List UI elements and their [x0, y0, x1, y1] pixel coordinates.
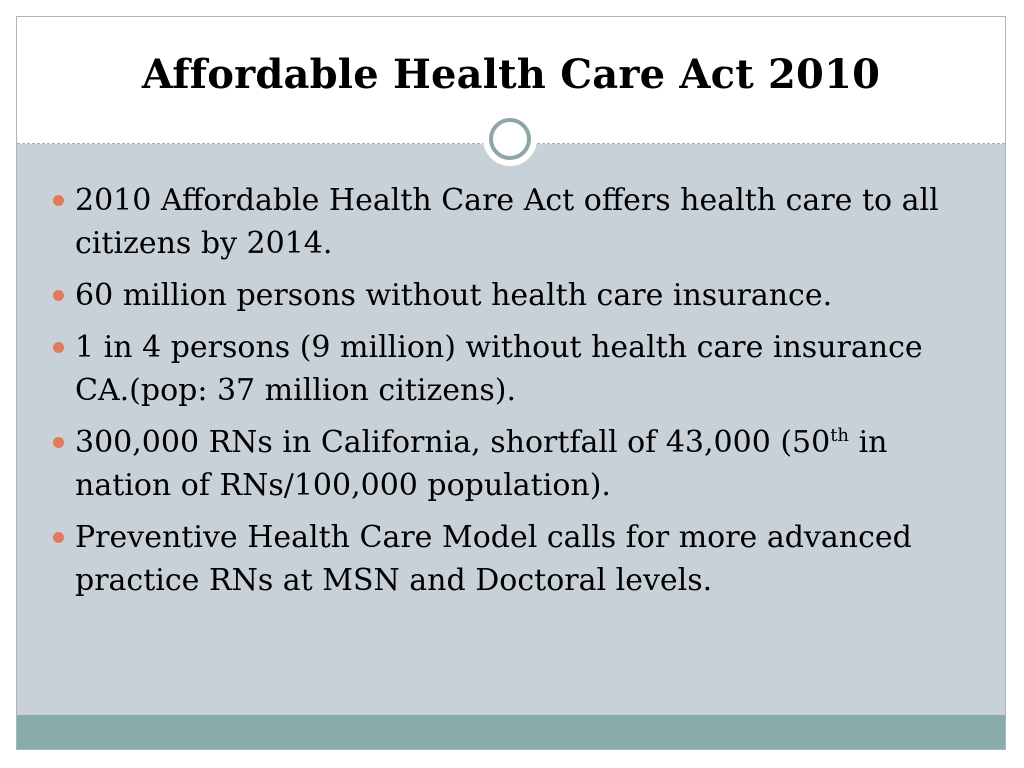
bullet-dot-icon: [53, 195, 64, 206]
footer-band: [17, 715, 1005, 749]
divider-circle-icon: [483, 112, 537, 166]
bullet-text: 1 in 4 persons (9 million) without health care insurance CA.(pop: 37 million citizens).: [75, 330, 923, 408]
bullet-dot-icon: [53, 290, 64, 301]
bullet-dot-icon: [53, 437, 64, 448]
bullet-text: Preventive Health Care Model calls for more advanced practice RNs at MSN and Doctoral levels.: [75, 520, 912, 598]
bullet-list: [53, 179, 983, 611]
bullet-dot-icon: [53, 342, 64, 353]
bullet-text-start: 300,000 RNs in California, shortfall of 43,000 (50: [75, 425, 831, 460]
bullet-item: [53, 274, 983, 317]
slide: [16, 16, 1006, 750]
slide-title: Affordable Health Care Act 2010: [141, 51, 881, 98]
bullet-text: 2010 Affordable Health Care Act offers health care to all citizens by 2014.: [75, 183, 939, 261]
bullet-text-end: in nation of RNs/100,000 population).: [75, 425, 888, 503]
bullet-item: [53, 516, 983, 602]
bullet-text: 60 million persons without health care insurance.: [75, 278, 833, 313]
bullet-item: [53, 179, 983, 265]
bullet-superscript: th: [830, 425, 850, 446]
bullet-item: [53, 326, 983, 412]
divider-ring: [489, 118, 531, 160]
bullet-dot-icon: [53, 532, 64, 543]
bullet-item: [53, 421, 983, 507]
